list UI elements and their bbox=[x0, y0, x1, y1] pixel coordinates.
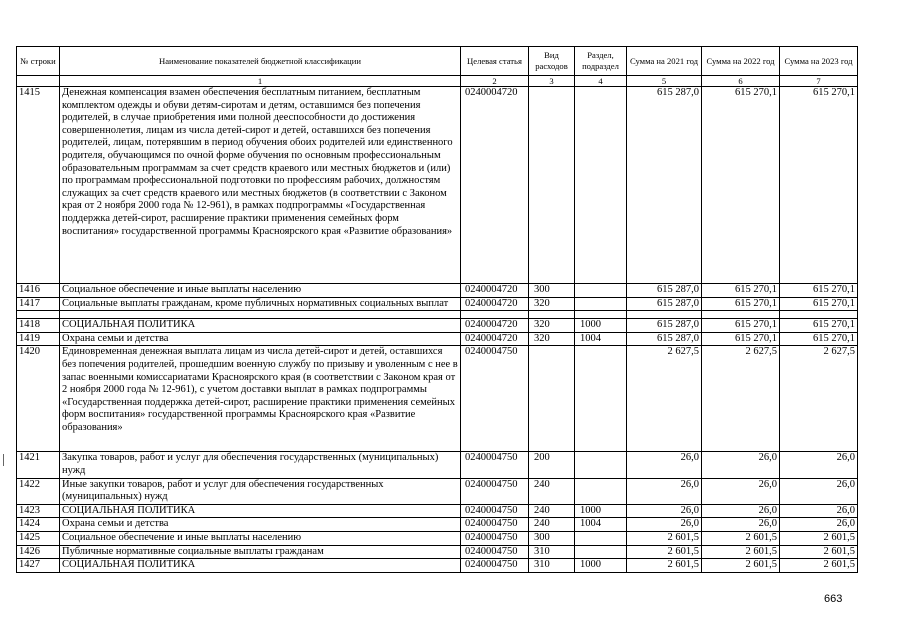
row-name: Охрана семьи и детства bbox=[60, 518, 461, 532]
row-sum-2023: 26,0 bbox=[780, 452, 858, 478]
table-row bbox=[17, 332, 858, 346]
row-sum-2023: 2 601,5 bbox=[780, 559, 858, 573]
row-sum-2023: 2 601,5 bbox=[780, 531, 858, 545]
row-number: 1417 bbox=[17, 297, 60, 311]
row-type: 240 bbox=[529, 518, 575, 532]
row-target: 0240004750 bbox=[461, 545, 529, 559]
row-name: Социальное обеспечение и иные выплаты населению bbox=[60, 284, 461, 298]
row-section bbox=[575, 346, 627, 452]
row-target: 0240004720 bbox=[461, 87, 529, 284]
header-sum-2022: Сумма на 2022 год bbox=[702, 47, 780, 76]
spacer-cell bbox=[780, 311, 858, 319]
header-sum-2023: Сумма на 2023 год bbox=[780, 47, 858, 76]
row-sum-2022: 26,0 bbox=[702, 518, 780, 532]
row-sum-2021: 26,0 bbox=[627, 504, 702, 518]
row-type: 240 bbox=[529, 504, 575, 518]
row-sum-2023: 615 270,1 bbox=[780, 319, 858, 333]
spacer-cell bbox=[60, 311, 461, 319]
row-target: 0240004750 bbox=[461, 504, 529, 518]
row-section bbox=[575, 452, 627, 478]
row-section: 1004 bbox=[575, 332, 627, 346]
column-number: 4 bbox=[575, 76, 627, 87]
row-name: Денежная компенсация взамен обеспечения бесплатным питанием, бесплатным комплектом одежды и обуви детям-сиротам и детям, оставшимся без попечения родителей, в случае приобретения ими полной дееспособности до достижения совершеннолетия, лицам из числа детей-сирот и детей, оставшихся без попечения родителей, лицам, потерявшим в период обучения обоих родителей или единственного родителя, обучающимся по очной форме обучения по основным профессиональным образовательным программам за счет средств краевого или местных бюджетов и (или) по программам профессиональной подготовки по профессиям рабочих, должностям служащих за счет средств краевого или местных бюджетов (в соответствии с Законом края от 2 ноября 2000 года № 12-961), в рамках подпрограммы «Государственная поддержка детей-сирот, расширение практики применения семейных форм воспитания» государственной программы Красноярского края «Развитие образования» bbox=[60, 87, 461, 284]
row-sum-2022: 615 270,1 bbox=[702, 332, 780, 346]
column-number: 3 bbox=[529, 76, 575, 87]
row-type: 300 bbox=[529, 531, 575, 545]
table-row bbox=[17, 319, 858, 333]
row-type bbox=[529, 346, 575, 452]
column-number: 6 bbox=[702, 76, 780, 87]
row-sum-2022: 2 601,5 bbox=[702, 531, 780, 545]
spacer-row bbox=[17, 311, 858, 319]
spacer-cell bbox=[17, 311, 60, 319]
row-sum-2022: 2 601,5 bbox=[702, 559, 780, 573]
row-number: 1419 bbox=[17, 332, 60, 346]
row-type: 200 bbox=[529, 452, 575, 478]
row-sum-2021: 2 601,5 bbox=[627, 531, 702, 545]
row-name: Социальные выплаты гражданам, кроме публичных нормативных социальных выплат bbox=[60, 297, 461, 311]
row-sum-2021: 26,0 bbox=[627, 478, 702, 504]
row-target: 0240004720 bbox=[461, 297, 529, 311]
row-number: 1427 bbox=[17, 559, 60, 573]
row-number: 1418 bbox=[17, 319, 60, 333]
row-sum-2021: 2 601,5 bbox=[627, 545, 702, 559]
row-sum-2021: 615 287,0 bbox=[627, 332, 702, 346]
row-sum-2023: 2 601,5 bbox=[780, 545, 858, 559]
budget-table bbox=[16, 46, 858, 573]
row-number: 1415 bbox=[17, 87, 60, 284]
row-sum-2023: 2 627,5 bbox=[780, 346, 858, 452]
column-numbers-row bbox=[17, 76, 858, 87]
row-sum-2022: 26,0 bbox=[702, 478, 780, 504]
header-indicator-name: Наименование показателей бюджетной классификации bbox=[60, 47, 461, 76]
row-number: 1420 bbox=[17, 346, 60, 452]
table-row bbox=[17, 346, 858, 452]
row-type: 320 bbox=[529, 297, 575, 311]
table-row bbox=[17, 478, 858, 504]
header-target-article: Целевая статья bbox=[461, 47, 529, 76]
row-sum-2022: 615 270,1 bbox=[702, 284, 780, 298]
header-expense-type: Вид расходов bbox=[529, 47, 575, 76]
row-target: 0240004750 bbox=[461, 346, 529, 452]
row-sum-2023: 26,0 bbox=[780, 518, 858, 532]
table-row bbox=[17, 504, 858, 518]
header-section: Раздел, подраздел bbox=[575, 47, 627, 76]
table-row bbox=[17, 87, 858, 284]
row-section bbox=[575, 297, 627, 311]
row-sum-2022: 2 601,5 bbox=[702, 545, 780, 559]
row-section: 1000 bbox=[575, 504, 627, 518]
row-sum-2022: 615 270,1 bbox=[702, 319, 780, 333]
row-target: 0240004720 bbox=[461, 319, 529, 333]
row-name: СОЦИАЛЬНАЯ ПОЛИТИКА bbox=[60, 319, 461, 333]
row-sum-2021: 2 627,5 bbox=[627, 346, 702, 452]
row-target: 0240004750 bbox=[461, 452, 529, 478]
row-sum-2021: 615 287,0 bbox=[627, 284, 702, 298]
row-name: Единовременная денежная выплата лицам из числа детей-сирот и детей, оставшихся без попечения родителей, прошедшим военную службу по призыву и уволенным с нее в запас военными комиссариатами Красноярского края (в соответствии с Законом края от 2 ноября 2000 года № 12-961), с учетом доставки выплат в рамках подпрограммы «Государственная поддержка детей-сирот, расширение практики применения семейных форм воспитания» государственной программы Красноярского края «Развитие образования» bbox=[60, 346, 461, 452]
column-number: 5 bbox=[627, 76, 702, 87]
spacer-cell bbox=[702, 311, 780, 319]
row-number: 1416 bbox=[17, 284, 60, 298]
spacer-cell bbox=[529, 311, 575, 319]
table-row bbox=[17, 545, 858, 559]
row-number: 1421 bbox=[17, 452, 60, 478]
row-sum-2023: 615 270,1 bbox=[780, 297, 858, 311]
row-section: 1000 bbox=[575, 319, 627, 333]
row-section: 1000 bbox=[575, 559, 627, 573]
row-sum-2021: 615 287,0 bbox=[627, 297, 702, 311]
column-number: 7 bbox=[780, 76, 858, 87]
row-sum-2021: 615 287,0 bbox=[627, 319, 702, 333]
row-section bbox=[575, 87, 627, 284]
row-type: 320 bbox=[529, 319, 575, 333]
row-name: Закупка товаров, работ и услуг для обеспечения государственных (муниципальных) нужд bbox=[60, 452, 461, 478]
row-number: 1424 bbox=[17, 518, 60, 532]
row-sum-2023: 615 270,1 bbox=[780, 87, 858, 284]
row-type: 310 bbox=[529, 559, 575, 573]
row-target: 0240004750 bbox=[461, 559, 529, 573]
row-sum-2023: 615 270,1 bbox=[780, 332, 858, 346]
row-name: Публичные нормативные социальные выплаты гражданам bbox=[60, 545, 461, 559]
row-section bbox=[575, 284, 627, 298]
row-section: 1004 bbox=[575, 518, 627, 532]
table-row bbox=[17, 531, 858, 545]
row-type: 240 bbox=[529, 478, 575, 504]
row-name: СОЦИАЛЬНАЯ ПОЛИТИКА bbox=[60, 559, 461, 573]
row-sum-2022: 26,0 bbox=[702, 504, 780, 518]
table-row bbox=[17, 452, 858, 478]
column-number: 2 bbox=[461, 76, 529, 87]
table-row bbox=[17, 518, 858, 532]
row-sum-2021: 615 287,0 bbox=[627, 87, 702, 284]
row-type: 310 bbox=[529, 545, 575, 559]
column-number bbox=[17, 76, 60, 87]
row-name: СОЦИАЛЬНАЯ ПОЛИТИКА bbox=[60, 504, 461, 518]
header-row-number: № строки bbox=[17, 47, 60, 76]
row-sum-2022: 2 627,5 bbox=[702, 346, 780, 452]
row-sum-2022: 615 270,1 bbox=[702, 87, 780, 284]
row-type bbox=[529, 87, 575, 284]
table-row bbox=[17, 284, 858, 298]
table-row bbox=[17, 559, 858, 573]
spacer-cell bbox=[461, 311, 529, 319]
row-sum-2023: 615 270,1 bbox=[780, 284, 858, 298]
row-number: 1425 bbox=[17, 531, 60, 545]
row-target: 0240004720 bbox=[461, 284, 529, 298]
row-target: 0240004750 bbox=[461, 531, 529, 545]
spacer-cell bbox=[627, 311, 702, 319]
header-row bbox=[17, 47, 858, 76]
row-name: Иные закупки товаров, работ и услуг для обеспечения государственных (муниципальных) нужд bbox=[60, 478, 461, 504]
page-number: 663 bbox=[824, 593, 843, 605]
row-sum-2021: 26,0 bbox=[627, 452, 702, 478]
row-sum-2021: 26,0 bbox=[627, 518, 702, 532]
row-number: 1423 bbox=[17, 504, 60, 518]
header-sum-2021: Сумма на 2021 год bbox=[627, 47, 702, 76]
row-sum-2021: 2 601,5 bbox=[627, 559, 702, 573]
row-sum-2022: 615 270,1 bbox=[702, 297, 780, 311]
row-section bbox=[575, 545, 627, 559]
row-name: Социальное обеспечение и иные выплаты населению bbox=[60, 531, 461, 545]
row-sum-2023: 26,0 bbox=[780, 478, 858, 504]
row-number: 1422 bbox=[17, 478, 60, 504]
row-section bbox=[575, 478, 627, 504]
row-target: 0240004750 bbox=[461, 478, 529, 504]
row-sum-2023: 26,0 bbox=[780, 504, 858, 518]
row-target: 0240004750 bbox=[461, 518, 529, 532]
row-section bbox=[575, 531, 627, 545]
row-name: Охрана семьи и детства bbox=[60, 332, 461, 346]
row-type: 320 bbox=[529, 332, 575, 346]
row-target: 0240004720 bbox=[461, 332, 529, 346]
margin-mark bbox=[3, 454, 4, 466]
row-number: 1426 bbox=[17, 545, 60, 559]
row-type: 300 bbox=[529, 284, 575, 298]
table-row bbox=[17, 297, 858, 311]
spacer-cell bbox=[575, 311, 627, 319]
column-number: 1 bbox=[60, 76, 461, 87]
row-sum-2022: 26,0 bbox=[702, 452, 780, 478]
